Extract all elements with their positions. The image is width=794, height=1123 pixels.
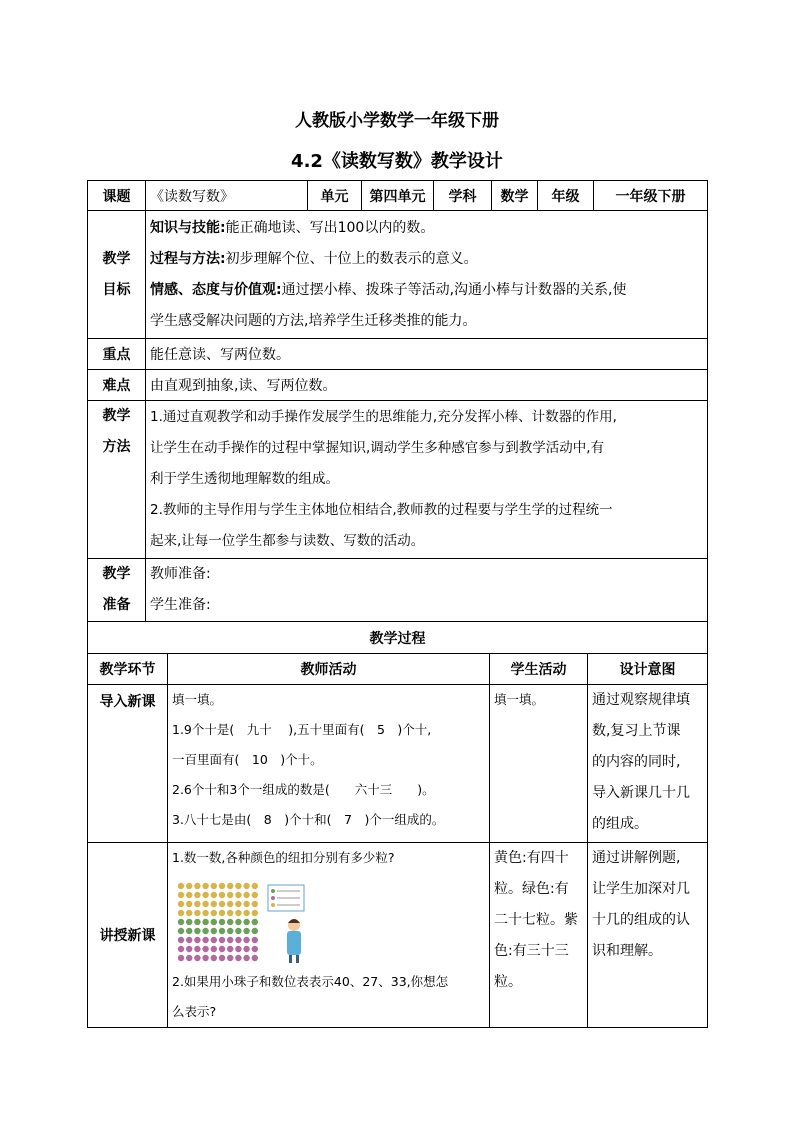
prep-content — [146, 559, 708, 622]
intro-student: 填一填。 — [490, 685, 588, 843]
explain-teacher: 1.数一数,各种颜色的纽扣分别有多少粒? 2.如果用小珠子和数位表表示40、27、33,你想怎 么表示? — [168, 843, 490, 1028]
explain-student: 黄色:有四十 粒。绿色:有 二十七粒。紫 色:有三十三 粒。 — [490, 843, 588, 1028]
bead — [178, 955, 184, 961]
key-point-label: 重点 — [88, 339, 146, 370]
bead — [202, 928, 208, 934]
bead — [178, 883, 184, 889]
bead — [219, 892, 225, 898]
process-label: 过程与方法: — [150, 250, 226, 267]
bead — [178, 892, 184, 898]
process-heading-row — [88, 622, 708, 654]
bead — [235, 928, 241, 934]
emotion-text: 通过摆小棒、拨珠子等活动,沟通小棒与计数器的关系,使 — [281, 281, 627, 298]
bead — [202, 892, 208, 898]
explain-row — [88, 843, 708, 1028]
bead — [219, 955, 225, 961]
bead — [202, 901, 208, 907]
bead — [186, 919, 192, 925]
col-teacher: 教师活动 — [168, 654, 490, 685]
bead — [194, 892, 200, 898]
bead — [178, 919, 184, 925]
bead — [202, 919, 208, 925]
bead — [235, 910, 241, 916]
bead — [211, 928, 217, 934]
bead — [235, 892, 241, 898]
bead — [194, 928, 200, 934]
bead — [243, 928, 249, 934]
bead — [186, 910, 192, 916]
key-point-text: 能任意读、写两位数。 — [146, 339, 708, 370]
bead — [186, 883, 192, 889]
bead — [227, 883, 233, 889]
bead — [227, 901, 233, 907]
grade-value: 一年级下册 — [594, 181, 708, 211]
difficulty-label: 难点 — [88, 370, 146, 401]
bead — [227, 892, 233, 898]
bead — [227, 937, 233, 943]
bead — [235, 883, 241, 889]
goals-label: 教学 目标 — [88, 211, 146, 339]
prep-label: 教学 准备 — [88, 559, 146, 622]
bead — [219, 901, 225, 907]
lesson-info-table — [87, 180, 708, 622]
bead — [178, 910, 184, 916]
bead — [194, 883, 200, 889]
bead — [178, 937, 184, 943]
bead — [227, 928, 233, 934]
intro-intent: 通过观察规律填 数,复习上节课 的内容的同时, 导入新课几十几 的组成。 — [588, 685, 708, 843]
bead — [252, 883, 258, 889]
bead — [219, 883, 225, 889]
bead — [243, 892, 249, 898]
student-prep: 学生准备: — [150, 597, 211, 613]
lesson-title: 4.2《读数写数》教学设计 — [291, 151, 503, 172]
intro-stage: 导入新课 — [88, 685, 168, 843]
difficulty-row — [88, 370, 708, 401]
grade-label: 年级 — [538, 181, 594, 211]
process-header-row — [88, 654, 708, 685]
goals-content — [146, 211, 708, 339]
bead — [243, 937, 249, 943]
bead — [235, 937, 241, 943]
teacher-prep: 教师准备: — [150, 566, 211, 582]
bead — [186, 937, 192, 943]
emotion-text-cont: 学生感受解决问题的方法,培养学生迁移类推的能力。 — [150, 312, 477, 329]
bead — [227, 910, 233, 916]
bead — [178, 928, 184, 934]
bead — [194, 955, 200, 961]
bead — [235, 919, 241, 925]
bead — [211, 910, 217, 916]
bead — [227, 955, 233, 961]
goals-row — [88, 211, 708, 339]
bead — [194, 910, 200, 916]
bead — [252, 937, 258, 943]
bead — [186, 901, 192, 907]
bead — [186, 928, 192, 934]
bead — [186, 955, 192, 961]
method-content: 1.通过直观教学和动手操作发展学生的思维能力,充分发挥小棒、计数器的作用, 让学生在动手操作的过程中掌握知识,调动学生多种感官参与到教学活动中,有 利于学生透彻地理解数的组成。 2.教师的主导作用与学生主体地位相结合,教师教的过程要与学生学的过程统一 起来,让每一位学生都参与读数、写数的活动。 — [146, 401, 708, 559]
key-point-row — [88, 339, 708, 370]
bead — [202, 883, 208, 889]
topic-value: 《读数写数》 — [146, 181, 308, 211]
knowledge-text: 能正确地读、写出100以内的数。 — [225, 219, 435, 236]
col-stage: 教学环节 — [88, 654, 168, 685]
bead — [219, 946, 225, 952]
bead — [202, 910, 208, 916]
bead — [243, 955, 249, 961]
bead — [235, 901, 241, 907]
bead — [243, 910, 249, 916]
bead — [243, 883, 249, 889]
bead — [211, 892, 217, 898]
topic-label: 课题 — [88, 181, 146, 211]
bead — [211, 955, 217, 961]
explain-stage: 讲授新课 — [88, 843, 168, 1028]
emotion-label: 情感、态度与价值观: — [150, 281, 282, 298]
bead — [235, 955, 241, 961]
document-title: 人教版小学数学一年级下册 — [295, 111, 499, 131]
info-row — [88, 181, 708, 211]
bead — [211, 946, 217, 952]
bead — [202, 955, 208, 961]
bead — [178, 901, 184, 907]
bead — [227, 919, 233, 925]
bead — [211, 901, 217, 907]
bead — [252, 955, 258, 961]
bead — [243, 919, 249, 925]
col-intent: 设计意图 — [588, 654, 708, 685]
bead — [252, 901, 258, 907]
knowledge-label: 知识与技能: — [150, 219, 226, 236]
bead — [211, 883, 217, 889]
bead — [186, 946, 192, 952]
bead — [211, 937, 217, 943]
bead — [219, 937, 225, 943]
beads-illustration — [176, 881, 485, 965]
col-student: 学生活动 — [490, 654, 588, 685]
bead — [186, 892, 192, 898]
bead — [202, 937, 208, 943]
bead — [252, 928, 258, 934]
method-row — [88, 401, 708, 559]
bead — [243, 946, 249, 952]
process-text: 初步理解个位、十位上的数表示的意义。 — [225, 250, 478, 267]
prep-row — [88, 559, 708, 622]
bead — [235, 946, 241, 952]
bead — [227, 946, 233, 952]
bead — [252, 892, 258, 898]
process-heading: 教学过程 — [88, 622, 708, 654]
subject-value: 数学 — [492, 181, 538, 211]
explain-intent: 通过讲解例题, 让学生加深对几 十几的组成的认 识和理解。 — [588, 843, 708, 1028]
process-table — [87, 621, 708, 1028]
intro-teacher: 填一填。 1.9个十是( 九十 ),五十里面有( 5 )个十, 一百里面有( 10 )个十。 2.6个十和3个一组成的数是( 六十三 )。 3.八十七是由( 8 )个十和( 7 )个一组成的。 — [168, 685, 490, 843]
subject-label: 学科 — [434, 181, 492, 211]
bead-grid-image — [176, 881, 260, 965]
teacher-figure-image — [264, 881, 310, 965]
bead — [194, 937, 200, 943]
bead — [243, 901, 249, 907]
bead — [211, 919, 217, 925]
bead — [252, 910, 258, 916]
unit-label: 单元 — [308, 181, 362, 211]
bead — [178, 946, 184, 952]
bead — [252, 946, 258, 952]
bead — [219, 910, 225, 916]
bead — [194, 901, 200, 907]
unit-value: 第四单元 — [362, 181, 434, 211]
bead — [202, 946, 208, 952]
bead — [252, 919, 258, 925]
bead — [219, 928, 225, 934]
method-label: 教学 方法 — [88, 401, 146, 559]
difficulty-text: 由直观到抽象,读、写两位数。 — [146, 370, 708, 401]
bead — [194, 919, 200, 925]
bead — [194, 946, 200, 952]
bead — [219, 919, 225, 925]
intro-row — [88, 685, 708, 843]
